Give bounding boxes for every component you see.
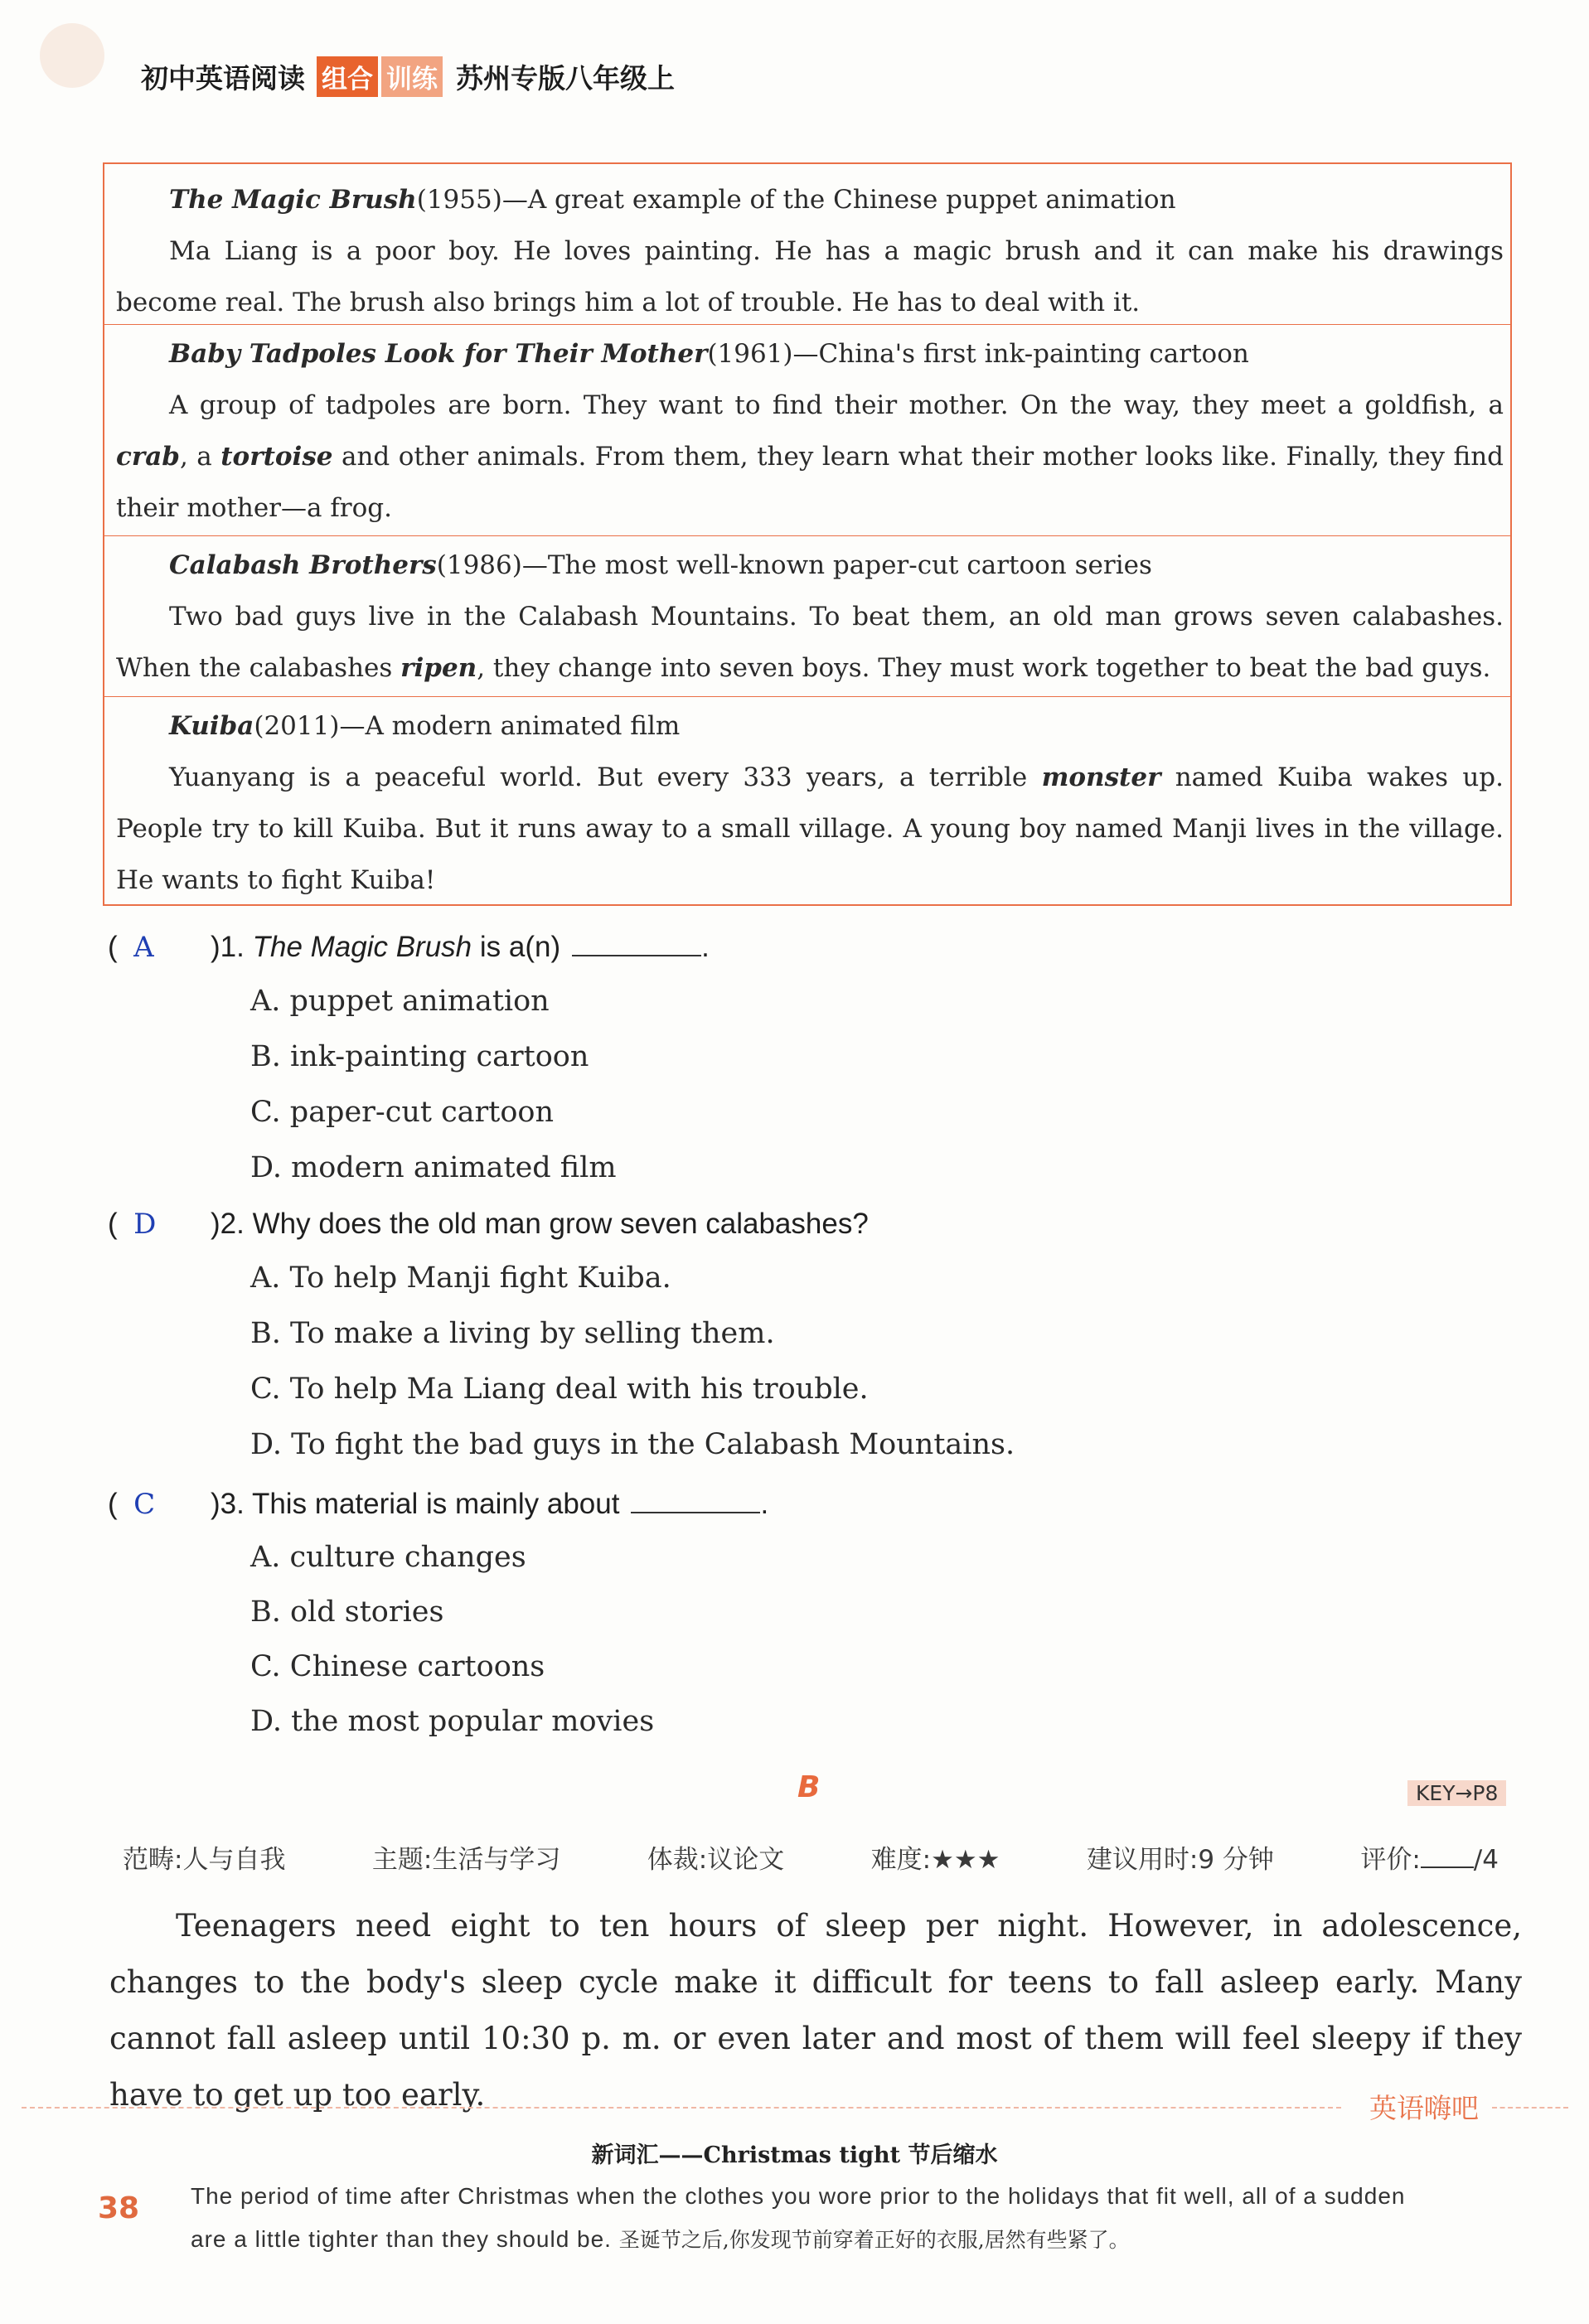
question-2 [108, 1208, 869, 1241]
text-run: Yuanyang is a peaceful world. But every 333 years, a terrible [169, 763, 1042, 792]
question-number: )2. [211, 1208, 245, 1240]
passage-section-magic-brush [104, 164, 1510, 325]
film-year: (1961) [707, 339, 793, 369]
option-c: C. paper-cut cartoon [250, 1096, 555, 1129]
option-a: A. culture changes [250, 1541, 526, 1574]
score-blank [1421, 1847, 1474, 1868]
keyword: ripen [400, 653, 477, 683]
passage-box [103, 162, 1512, 906]
new-word-definition [191, 2175, 1434, 2262]
passage-section-calabash [104, 536, 1510, 697]
film-subtitle: —A modern animated film [339, 711, 681, 741]
book-tag-training: 训练 [381, 56, 443, 97]
meta-theme: 主题:生活与学习 [371, 1845, 561, 1875]
answer-mark: A [133, 931, 154, 964]
film-title: Calabash Brothers [169, 550, 437, 580]
section-heading [116, 700, 1504, 752]
option-d: D. modern animated film [250, 1151, 617, 1184]
section-heading [116, 328, 1504, 380]
answer-key-ref: KEY→P8 [1407, 1780, 1506, 1806]
meta-time: 建议用时:9 分钟 [1086, 1845, 1274, 1875]
option-a: A. puppet animation [250, 985, 550, 1018]
question-number: )1. [211, 931, 245, 963]
question-stem: is a(n) [472, 931, 561, 963]
question-1: ( A )1. The Magic Brush is a(n) . [108, 931, 710, 964]
keyword: monster [1041, 763, 1161, 792]
answer-blank [572, 930, 701, 956]
option-a: A. To help Manji fight Kuiba. [250, 1261, 671, 1295]
question-stem: This material is mainly about [251, 1488, 620, 1520]
answer-mark: D [133, 1208, 157, 1241]
new-word-title: 新词汇——Christmas tight 节后缩水 [591, 2142, 998, 2168]
option-d: D. To fight the bad guys in the Calabash Mountains. [250, 1428, 1015, 1461]
film-title: Baby Tadpoles Look for Their Mother [169, 339, 708, 369]
section-body [116, 591, 1504, 694]
answer-slot: ( D [108, 1208, 157, 1241]
answer-mark: C [133, 1488, 156, 1521]
question-number: )3. [211, 1488, 245, 1520]
film-title: Kuiba [169, 711, 254, 741]
film-year: (1986) [436, 550, 522, 580]
section-heading [116, 540, 1504, 591]
definition-en: The period of time after Christmas when the clothes you wore prior to the holidays that fit well, all of a sudden are a little tighter than they should be. [191, 2183, 1406, 2252]
score-total: /4 [1473, 1845, 1499, 1875]
passage-section-tadpoles [104, 325, 1510, 536]
passage-b-paragraph: Teenagers need eight to ten hours of sleep per night. However, in adolescence, changes to the body's sleep cycle make it difficult for teens to fall asleep early. Many cannot fall asleep until 10:30 p. m. or even later and most of them will feel sleepy if they have to get up too early. [109, 1908, 1522, 2113]
answer-blank [631, 1487, 760, 1513]
page-header [141, 56, 675, 97]
option-b: B. To make a living by selling them. [250, 1317, 775, 1350]
score-label: 评价: [1360, 1845, 1421, 1875]
meta-genre: 体裁:议论文 [647, 1845, 785, 1875]
passage-meta [123, 1838, 1499, 1876]
option-d: D. the most popular movies [250, 1705, 655, 1738]
text-run: , they change into seven boys. They must work together to beat the bad guys. [477, 653, 1491, 683]
footer-divider [1492, 2107, 1568, 2109]
film-title: The Magic Brush [169, 185, 417, 215]
option-b: B. old stories [250, 1595, 444, 1629]
keyword: tortoise [220, 442, 333, 472]
option-c: C. Chinese cartoons [250, 1650, 545, 1683]
publisher-logo [40, 23, 104, 88]
book-tag-combo: 组合 [317, 56, 378, 97]
film-subtitle: —The most well-known paper-cut cartoon series [521, 550, 1152, 580]
meta-scope: 范畴:人与自我 [123, 1845, 286, 1875]
answer-slot: ( A [108, 931, 154, 964]
film-subtitle: —China's first ink-painting cartoon [792, 339, 1249, 369]
meta-difficulty: 难度:★★★ [870, 1845, 1000, 1875]
meta-score [1360, 1838, 1499, 1876]
text-run: , a [179, 442, 221, 472]
film-subtitle: —A great example of the Chinese puppet animation [501, 185, 1176, 215]
text-run: named Kuiba wakes up. People try to kill Kuiba. But it runs away to a small village. A young boy named Manji lives in the village. He wants to fight Kuiba! [116, 763, 1504, 895]
text-run: and other animals. From them, they learn what their mother looks like. Finally, they find their mother—a frog. [116, 442, 1504, 523]
option-c: C. To help Ma Liang deal with his trouble. [250, 1373, 869, 1406]
book-title: 初中英语阅读 [141, 62, 305, 94]
book-series: 苏州专版八年级上 [456, 62, 675, 94]
film-year: (2011) [254, 711, 340, 741]
question-stem-title: The Magic Brush [252, 931, 472, 963]
section-heading [116, 174, 1504, 225]
page-number: 38 [98, 2191, 140, 2225]
section-body [116, 380, 1504, 534]
answer-slot: ( C [108, 1488, 156, 1521]
definition-cn: 圣诞节之后,你发现节前穿着正好的衣服,居然有些紧了。 [618, 2228, 1130, 2252]
section-body: Ma Liang is a poor boy. He loves painting. He has a magic brush and it can make his drawings become real. The brush also brings him a lot of trouble. He has to deal with it. [116, 236, 1504, 317]
text-run: Two bad guys live in the Calabash Mountains. To beat them, an old man grows seven calabashes. When the calabashes [116, 602, 1504, 683]
footer-tag: 英语嗨吧 [1369, 2092, 1479, 2124]
keyword: crab [116, 442, 180, 472]
section-body [116, 752, 1504, 906]
footer-divider [22, 2107, 1341, 2109]
text-run: A group of tadpoles are born. They want to find their mother. On the way, they meet a goldfish, a [169, 390, 1504, 420]
passage-section-kuiba [104, 697, 1510, 904]
question-stem: Why does the old man grow seven calabashes? [252, 1208, 869, 1240]
film-year: (1955) [416, 185, 502, 215]
section-label: B [797, 1770, 821, 1804]
question-3: ( C )3. This material is mainly about . [108, 1488, 769, 1521]
option-b: B. ink-painting cartoon [250, 1040, 589, 1073]
